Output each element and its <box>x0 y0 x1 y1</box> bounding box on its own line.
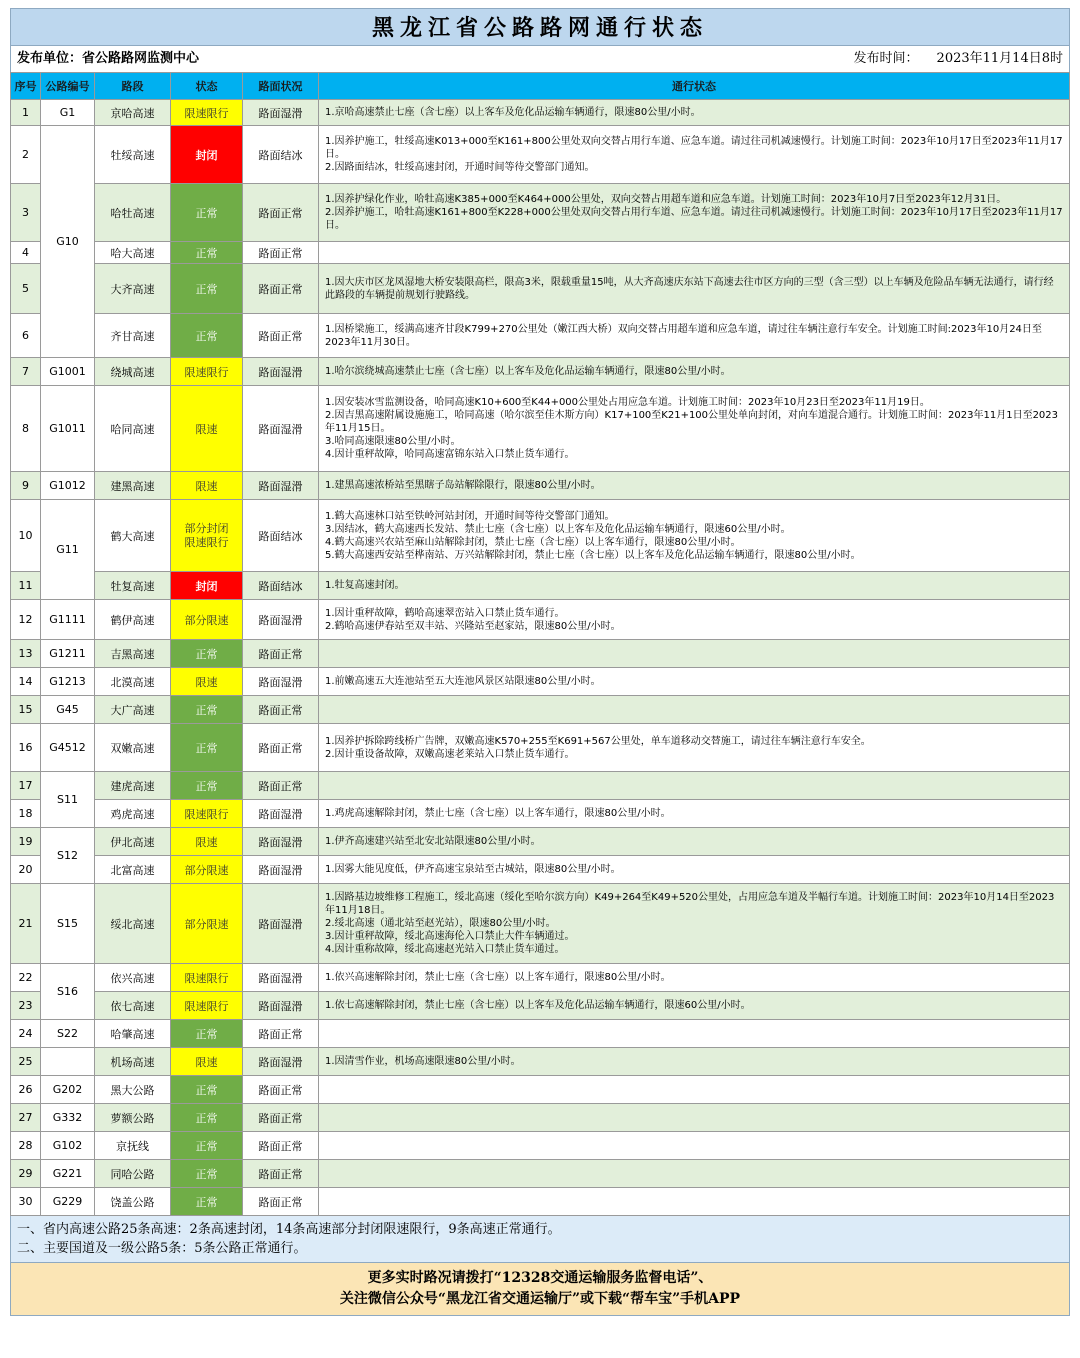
status-badge: 正常 <box>171 264 243 314</box>
detail-line: 1.哈尔滨绕城高速禁止七座（含七座）以上客车及危化品运输车辆通行，限速80公里/小时。 <box>325 366 731 377</box>
road-segment: 哈肇高速 <box>95 1020 171 1048</box>
row-number: 15 <box>11 696 41 724</box>
road-code: G45 <box>41 696 95 724</box>
header-traffic-status: 通行状态 <box>319 73 1070 100</box>
road-condition: 路面正常 <box>243 1076 319 1104</box>
status-badge: 限速限行 <box>171 358 243 386</box>
road-segment: 绥北高速 <box>95 884 171 964</box>
traffic-status-detail <box>319 358 1070 386</box>
road-segment: 大广高速 <box>95 696 171 724</box>
row-number: 8 <box>11 386 41 472</box>
road-code: S11 <box>41 772 95 828</box>
table-row <box>11 1076 1070 1104</box>
detail-line: 1.建黑高速浓桥站至黑瞎子岛站解除限行，限速80公里/小时。 <box>325 480 601 491</box>
table-row <box>11 772 1070 800</box>
status-badge: 部分限速 <box>171 600 243 640</box>
summary-line: 二、主要国道及一级公路5条：5条公路正常通行。 <box>17 1241 307 1256</box>
traffic-status-detail <box>319 600 1070 640</box>
row-number: 25 <box>11 1048 41 1076</box>
status-badge: 限速 <box>171 828 243 856</box>
publish-time-label: 发布时间： <box>853 51 919 66</box>
road-condition: 路面湿滑 <box>243 992 319 1020</box>
detail-line: 1.依七高速解除封闭，禁止七座（含七座）以上客车及危化品运输车辆通行，限速60公里/小时。 <box>325 1000 751 1011</box>
header-road-condition: 路面状况 <box>243 73 319 100</box>
status-badge: 正常 <box>171 1132 243 1160</box>
status-badge: 正常 <box>171 1160 243 1188</box>
road-segment: 机场高速 <box>95 1048 171 1076</box>
status-badge: 限速 <box>171 472 243 500</box>
status-badge: 正常 <box>171 314 243 358</box>
traffic-status-detail <box>319 314 1070 358</box>
table-row <box>11 572 1070 600</box>
road-segment: 鹤伊高速 <box>95 600 171 640</box>
table-row <box>11 386 1070 472</box>
traffic-status-detail <box>319 964 1070 992</box>
footer-line: 关注微信公众号“黑龙江省交通运输厅”或下载“帮车宝”手机APP <box>339 1291 741 1307</box>
road-segment: 牡绥高速 <box>95 126 171 184</box>
detail-line: 1.因计重秤故障，鹤哈高速翠峦站入口禁止货车通行。 <box>325 607 565 619</box>
detail-line: 1.伊齐高速建兴站至北安北站限速80公里/小时。 <box>325 836 541 847</box>
traffic-status-detail <box>319 1188 1070 1216</box>
status-badge: 限速限行 <box>171 100 243 126</box>
road-code: G102 <box>41 1132 95 1160</box>
status-badge: 部分限速 <box>171 856 243 884</box>
traffic-status-detail <box>319 1104 1070 1132</box>
road-condition: 路面湿滑 <box>243 1048 319 1076</box>
row-number: 19 <box>11 828 41 856</box>
road-condition: 路面湿滑 <box>243 884 319 964</box>
row-number: 12 <box>11 600 41 640</box>
road-condition: 路面结冰 <box>243 126 319 184</box>
road-condition: 路面正常 <box>243 1104 319 1132</box>
road-condition: 路面湿滑 <box>243 472 319 500</box>
road-segment: 依兴高速 <box>95 964 171 992</box>
row-number: 17 <box>11 772 41 800</box>
road-code: G1111 <box>41 600 95 640</box>
road-segment: 哈牡高速 <box>95 184 171 242</box>
row-number: 9 <box>11 472 41 500</box>
road-segment: 双嫩高速 <box>95 724 171 772</box>
summary-line: 一、省内高速公路25条高速：2条高速封闭，14条高速部分封闭限速限行，9条高速正常通行。 <box>17 1222 561 1237</box>
detail-line: 2.因养护施工，哈牡高速K161+800至K228+000公里处双向交替占用行车道、应急车道。请过往司机减速慢行。计划施工时间：2023年10月17日至2023年11月17日。 <box>325 207 1063 231</box>
road-code: S12 <box>41 828 95 884</box>
road-code: G1001 <box>41 358 95 386</box>
detail-line: 3.因结冰，鹤大高速西长发站、禁止七座（含七座）以上客车及危化品运输车辆通行，限速60公里/小时。 <box>325 523 791 535</box>
traffic-status-detail <box>319 696 1070 724</box>
table-row <box>11 500 1070 572</box>
status-badge: 限速限行 <box>171 964 243 992</box>
traffic-status-detail <box>319 724 1070 772</box>
status-badge: 正常 <box>171 242 243 264</box>
row-number: 7 <box>11 358 41 386</box>
detail-line: 2.因吉黑高速附属设施施工，哈同高速（哈尔滨至佳木斯方向）K17+100至K21+100公里处单向封闭，对向车道混合通行。计划施工时间：2023年11月1日至2023年11月15日。 <box>325 410 1059 434</box>
table-row <box>11 828 1070 856</box>
road-condition: 路面湿滑 <box>243 800 319 828</box>
row-number: 30 <box>11 1188 41 1216</box>
status-badge: 封闭 <box>171 126 243 184</box>
road-condition: 路面湿滑 <box>243 386 319 472</box>
traffic-status-detail <box>319 500 1070 572</box>
table-row <box>11 264 1070 314</box>
row-number: 28 <box>11 1132 41 1160</box>
status-badge: 正常 <box>171 1104 243 1132</box>
table-row <box>11 884 1070 964</box>
table-row <box>11 640 1070 668</box>
detail-line: 4.鹤大高速兴农站至麻山站解除封闭，禁止七座（含七座）以上客车通行，限速80公里/小时。 <box>325 536 741 548</box>
row-number: 22 <box>11 964 41 992</box>
road-code: G332 <box>41 1104 95 1132</box>
road-condition: 路面正常 <box>243 724 319 772</box>
road-code: G4512 <box>41 724 95 772</box>
road-segment: 建黑高速 <box>95 472 171 500</box>
row-number: 6 <box>11 314 41 358</box>
road-condition: 路面正常 <box>243 242 319 264</box>
detail-line: 1.因养护拆除跨线桥广告牌，双嫩高速K570+255至K691+567公里处，单车道移动交替施工，请过往车辆注意行车安全。 <box>325 735 871 747</box>
road-segment: 哈同高速 <box>95 386 171 472</box>
detail-line: 1.因清雪作业，机场高速限速80公里/小时。 <box>325 1056 521 1067</box>
road-segment: 伊北高速 <box>95 828 171 856</box>
traffic-status-detail <box>319 572 1070 600</box>
table-row <box>11 126 1070 184</box>
table-row <box>11 800 1070 828</box>
detail-line: 1.因大庆市区龙凤湿地大桥安装限高栏，限高3米，限载重量15吨，从大齐高速庆东站下高速去往市区方向的三型（含三型）以上车辆及危险品车辆无法通行，请行经此路段的车辆提前规划行驶路线。 <box>325 276 1054 301</box>
road-segment: 齐甘高速 <box>95 314 171 358</box>
road-segment: 京哈高速 <box>95 100 171 126</box>
status-text: 部分封闭限速限行 <box>184 521 229 549</box>
road-segment: 鹤大高速 <box>95 500 171 572</box>
detail-line: 3.因计重秤故障，绥北高速海伦入口禁止大件车辆通过。 <box>325 931 575 942</box>
road-condition: 路面湿滑 <box>243 828 319 856</box>
road-condition: 路面湿滑 <box>243 600 319 640</box>
status-badge: 正常 <box>171 696 243 724</box>
status-badge: 限速 <box>171 386 243 472</box>
table-row <box>11 600 1070 640</box>
detail-line: 1.牡复高速封闭。 <box>325 580 405 591</box>
status-badge: 封闭 <box>171 572 243 600</box>
traffic-status-detail <box>319 126 1070 184</box>
status-badge: 正常 <box>171 1020 243 1048</box>
table-row <box>11 992 1070 1020</box>
road-condition: 路面正常 <box>243 184 319 242</box>
road-segment: 哈大高速 <box>95 242 171 264</box>
traffic-status-detail <box>319 1076 1070 1104</box>
road-segment: 鸡虎高速 <box>95 800 171 828</box>
road-segment: 绕城高速 <box>95 358 171 386</box>
header-no: 序号 <box>11 73 41 100</box>
row-number: 29 <box>11 1160 41 1188</box>
road-code: S16 <box>41 964 95 1020</box>
road-condition: 路面正常 <box>243 1188 319 1216</box>
table-header-row <box>11 73 1070 100</box>
traffic-status-detail <box>319 992 1070 1020</box>
detail-line: 1.因雾大能见度低，伊齐高速宝泉站至古城站，限速80公里/小时。 <box>325 864 621 875</box>
detail-line: 1.鹤大高速林口站至铁岭河站封闭，开通时间等待交警部门通知。 <box>325 510 615 522</box>
road-condition: 路面湿滑 <box>243 358 319 386</box>
detail-line: 1.因路基边坡维修工程施工，绥北高速（绥化至哈尔滨方向）K49+264至K49+520公里处，占用应急车道及半幅行车道。计划施工时间：2023年10月14日至2023年11月18日。 <box>325 892 1055 916</box>
traffic-status-detail <box>319 1048 1070 1076</box>
table-row <box>11 1160 1070 1188</box>
detail-line: 1.因桥梁施工，绥满高速齐甘段K799+270公里处（嫩江西大桥）双向交替占用超车道和应急车道，请过往车辆注意行车安全。计划施工时间:2023年10月24日至2023年11月30日。 <box>325 323 1042 348</box>
road-code: G221 <box>41 1160 95 1188</box>
detail-line: 2.因路面结冰，牡绥高速封闭，开通时间等待交警部门通知。 <box>325 162 595 173</box>
road-code: G1213 <box>41 668 95 696</box>
detail-line: 1.前嫩高速五大连池站至五大连池风景区站限速80公里/小时。 <box>325 676 601 687</box>
traffic-status-detail <box>319 472 1070 500</box>
row-number: 4 <box>11 242 41 264</box>
road-condition: 路面正常 <box>243 640 319 668</box>
table-row <box>11 1132 1070 1160</box>
road-code: G229 <box>41 1188 95 1216</box>
traffic-status-detail <box>319 1160 1070 1188</box>
road-status-table <box>10 72 1070 1216</box>
road-condition: 路面正常 <box>243 314 319 358</box>
road-code: G1011 <box>41 386 95 472</box>
table-row <box>11 964 1070 992</box>
table-row <box>11 358 1070 386</box>
traffic-status-detail <box>319 668 1070 696</box>
road-condition: 路面湿滑 <box>243 856 319 884</box>
status-badge: 限速限行 <box>171 992 243 1020</box>
status-badge: 正常 <box>171 184 243 242</box>
road-code: S15 <box>41 884 95 964</box>
status-badge: 正常 <box>171 724 243 772</box>
road-segment: 饶盖公路 <box>95 1188 171 1216</box>
table-row <box>11 242 1070 264</box>
traffic-status-detail <box>319 856 1070 884</box>
row-number: 5 <box>11 264 41 314</box>
road-code <box>41 1048 95 1076</box>
row-number: 2 <box>11 126 41 184</box>
traffic-status-detail <box>319 184 1070 242</box>
road-code: G11 <box>41 500 95 600</box>
road-code: G202 <box>41 1076 95 1104</box>
detail-line: 1.因养护绿化作业，哈牡高速K385+000至K464+000公里处，双向交替占用超车道和应急车道。计划施工时间：2023年10月7日至2023年12月31日。 <box>325 194 1007 205</box>
publish-time-block <box>836 46 1063 72</box>
row-number: 10 <box>11 500 41 572</box>
traffic-status-detail <box>319 640 1070 668</box>
traffic-status-detail <box>319 772 1070 800</box>
detail-line: 2.鹤哈高速伊春站至双丰站、兴隆站至赵家站，限速80公里/小时。 <box>325 620 621 632</box>
row-number: 16 <box>11 724 41 772</box>
traffic-status-detail <box>319 242 1070 264</box>
header-status: 状态 <box>171 73 243 100</box>
row-number: 26 <box>11 1076 41 1104</box>
publish-info-row <box>10 46 1070 72</box>
page-title: 黑龙江省公路路网通行状态 <box>10 8 1070 46</box>
road-segment: 同哈公路 <box>95 1160 171 1188</box>
road-code: G1012 <box>41 472 95 500</box>
traffic-status-detail <box>319 828 1070 856</box>
road-condition: 路面正常 <box>243 772 319 800</box>
road-code: G1211 <box>41 640 95 668</box>
table-row <box>11 1188 1070 1216</box>
row-number: 18 <box>11 800 41 828</box>
traffic-status-detail <box>319 100 1070 126</box>
status-badge: 限速限行 <box>171 800 243 828</box>
detail-line: 1.因养护施工，牡绥高速K013+000至K161+800公里处双向交替占用行车道、应急车道。请过往司机减速慢行。计划施工时间：2023年10月17日至2023年11月17日。 <box>325 136 1063 160</box>
table-row <box>11 724 1070 772</box>
row-number: 20 <box>11 856 41 884</box>
table-body <box>11 100 1070 1216</box>
detail-line: 4.因计重秤故障，哈同高速富锦东站入口禁止货车通行。 <box>325 449 575 460</box>
row-number: 11 <box>11 572 41 600</box>
road-code: G10 <box>41 126 95 358</box>
detail-line: 2.因计重设备故障，双嫩高速老莱站入口禁止货车通行。 <box>325 748 575 760</box>
road-segment: 黑大公路 <box>95 1076 171 1104</box>
table-row <box>11 1104 1070 1132</box>
status-badge: 正常 <box>171 772 243 800</box>
status-badge: 限速 <box>171 668 243 696</box>
detail-line: 3.哈同高速限速80公里/小时。 <box>325 436 461 447</box>
traffic-status-detail <box>319 264 1070 314</box>
footer-notice <box>10 1263 1070 1316</box>
road-code: S22 <box>41 1020 95 1048</box>
traffic-status-detail <box>319 1132 1070 1160</box>
table-row <box>11 184 1070 242</box>
detail-line: 1.鸡虎高速解除封闭，禁止七座（含七座）以上客车通行，限速80公里/小时。 <box>325 808 671 819</box>
traffic-status-detail <box>319 800 1070 828</box>
detail-line: 5.鹤大高速西安站至桦南站、万兴站解除封闭，禁止七座（含七座）以上客车及危化品运输车辆通行，限速80公里/小时。 <box>325 549 861 561</box>
road-segment: 北漠高速 <box>95 668 171 696</box>
publish-time-value: 2023年11月14日8时 <box>936 51 1063 66</box>
row-number: 27 <box>11 1104 41 1132</box>
road-segment: 大齐高速 <box>95 264 171 314</box>
detail-line: 1.依兴高速解除封闭，禁止七座（含七座）以上客车通行，限速80公里/小时。 <box>325 972 671 983</box>
row-number: 3 <box>11 184 41 242</box>
status-badge: 正常 <box>171 640 243 668</box>
road-condition: 路面结冰 <box>243 500 319 572</box>
publisher-label: 发布单位：省公路路网监测中心 <box>17 51 200 66</box>
footer-line: 更多实时路况请拨打“12328交通运输服务监督电话”、 <box>367 1270 713 1286</box>
row-number: 23 <box>11 992 41 1020</box>
road-segment: 萝额公路 <box>95 1104 171 1132</box>
detail-line: 1.因安装冰雪监测设备，哈同高速K10+600至K44+000公里处占用应急车道。计划施工时间：2023年10月23日至2023年11月19日。 <box>325 397 930 408</box>
road-segment: 吉黑高速 <box>95 640 171 668</box>
table-row <box>11 472 1070 500</box>
road-condition: 路面湿滑 <box>243 668 319 696</box>
table-row <box>11 696 1070 724</box>
status-badge: 部分限速 <box>171 884 243 964</box>
row-number: 21 <box>11 884 41 964</box>
detail-line: 4.因计重称故障，绥北高速赵光站入口禁止货车通过。 <box>325 944 565 955</box>
table-row <box>11 668 1070 696</box>
table-row <box>11 856 1070 884</box>
header-code: 公路编号 <box>41 73 95 100</box>
road-condition: 路面结冰 <box>243 572 319 600</box>
road-code: G1 <box>41 100 95 126</box>
status-badge: 正常 <box>171 1188 243 1216</box>
road-segment: 牡复高速 <box>95 572 171 600</box>
road-condition: 路面正常 <box>243 1020 319 1048</box>
row-number: 14 <box>11 668 41 696</box>
detail-line: 1.京哈高速禁止七座（含七座）以上客车及危化品运输车辆通行，限速80公里/小时。 <box>325 107 701 118</box>
row-number: 24 <box>11 1020 41 1048</box>
row-number: 13 <box>11 640 41 668</box>
header-segment: 路段 <box>95 73 171 100</box>
page-container <box>10 8 1070 1316</box>
road-condition: 路面正常 <box>243 696 319 724</box>
status-badge: 限速 <box>171 1048 243 1076</box>
road-segment: 京抚线 <box>95 1132 171 1160</box>
table-row <box>11 1048 1070 1076</box>
road-condition: 路面湿滑 <box>243 964 319 992</box>
status-badge: 正常 <box>171 1076 243 1104</box>
row-number: 1 <box>11 100 41 126</box>
road-segment: 建虎高速 <box>95 772 171 800</box>
road-condition: 路面湿滑 <box>243 100 319 126</box>
road-condition: 路面正常 <box>243 1160 319 1188</box>
summary-block <box>10 1216 1070 1263</box>
road-segment: 北富高速 <box>95 856 171 884</box>
table-row <box>11 314 1070 358</box>
detail-line: 2.绥北高速（通北站至赵光站），限速80公里/小时。 <box>325 918 556 929</box>
traffic-status-detail <box>319 884 1070 964</box>
traffic-status-detail <box>319 1020 1070 1048</box>
road-segment: 依七高速 <box>95 992 171 1020</box>
road-condition: 路面正常 <box>243 1132 319 1160</box>
table-row <box>11 100 1070 126</box>
road-condition: 路面正常 <box>243 264 319 314</box>
traffic-status-detail <box>319 386 1070 472</box>
status-badge <box>171 500 243 572</box>
table-row <box>11 1020 1070 1048</box>
